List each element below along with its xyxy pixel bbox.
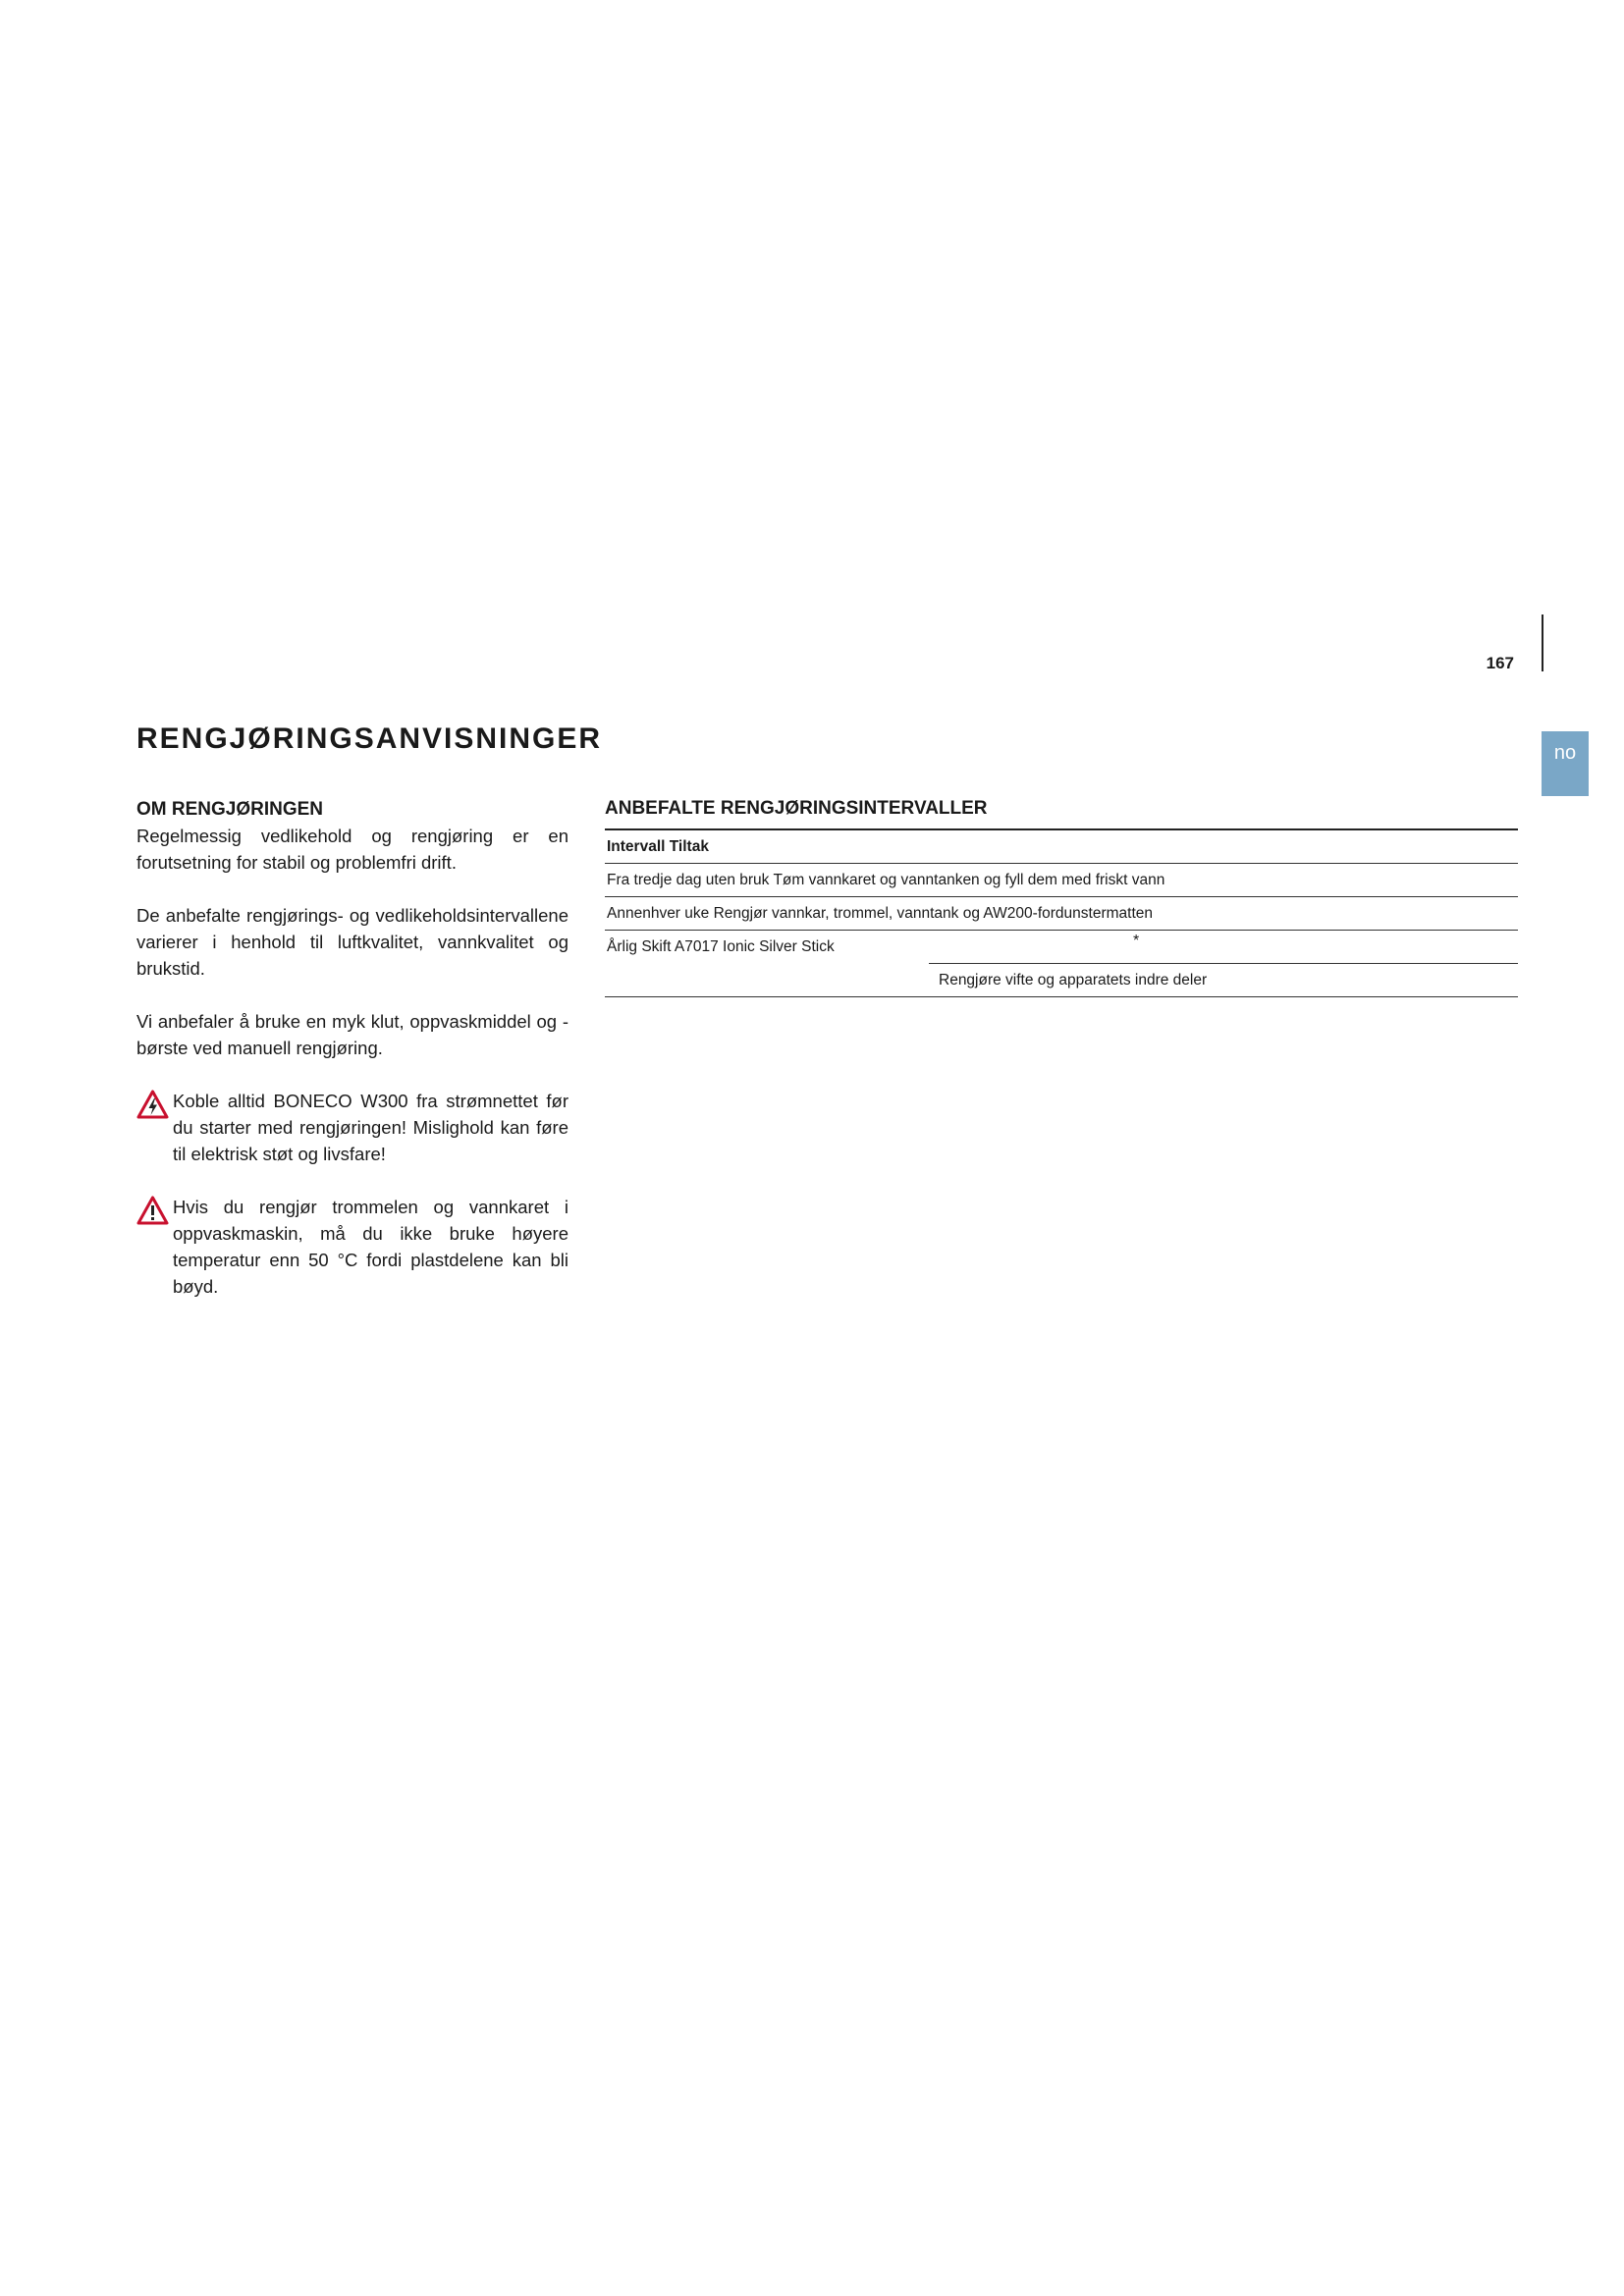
warning-temperature	[136, 1194, 568, 1300]
paragraph-maintenance: Regelmessig vedlikehold og rengjøring er en forutsetning for stabil og problemfri drift.	[136, 826, 568, 873]
paragraph-cleaning-tools: Vi anbefaler å bruke en myk klut, oppvaskmiddel og -børste ved manuell rengjøring.	[136, 1011, 568, 1058]
asterisk-note: *	[1133, 933, 1140, 949]
paragraph-intervals: De anbefalte rengjørings- og vedlikeholdsintervallene varierer i henhold til luftkvalitet, vannkvalitet og brukstid.	[136, 905, 568, 979]
table-sub-row	[929, 963, 1518, 996]
warning-electric	[136, 1088, 568, 1167]
language-tab: no	[1542, 731, 1589, 796]
cleaning-info-column	[136, 797, 568, 1326]
cleaning-intervals-table	[605, 797, 1518, 997]
section-heading-about-cleaning: OM RENGJØRINGEN	[136, 799, 324, 820]
page-number-rule	[1542, 614, 1543, 671]
page-number: 167	[1486, 654, 1514, 672]
table-row-text: Årlig Skift A7017 Ionic Silver Stick	[607, 938, 835, 955]
warning-electric-text: Koble alltid BONECO W300 fra strømnettet før du starter med rengjøringen! Mislighold kan føre til elektrisk støt og livsfare!	[173, 1091, 568, 1164]
page-title: RENGJØRINGSANVISNINGER	[136, 722, 603, 755]
electric-warning-icon	[136, 1090, 169, 1119]
table-row: Fra tredje dag uten bruk Tøm vannkaret og vanntanken og fyll dem med friskt vann	[607, 872, 1165, 888]
table-row	[605, 931, 1518, 963]
table-heading: ANBEFALTE RENGJØRINGSINTERVALLER	[605, 798, 988, 819]
warning-temperature-text: Hvis du rengjør trommelen og vannkaret i oppvaskmaskin, må du ikke bruke høyere temperatur enn 50 °C fordi plastdelene kan bli bøyd.	[173, 1197, 568, 1297]
table-row: Rengjøre vifte og apparatets indre deler	[939, 972, 1208, 988]
warning-icon	[136, 1196, 169, 1225]
table-header-row: Intervall Tiltak	[607, 838, 709, 855]
table-row: Annenhver uke Rengjør vannkar, trommel, vanntank og AW200-fordunstermatten	[607, 905, 1153, 922]
table-bottom-rule	[605, 996, 1518, 997]
